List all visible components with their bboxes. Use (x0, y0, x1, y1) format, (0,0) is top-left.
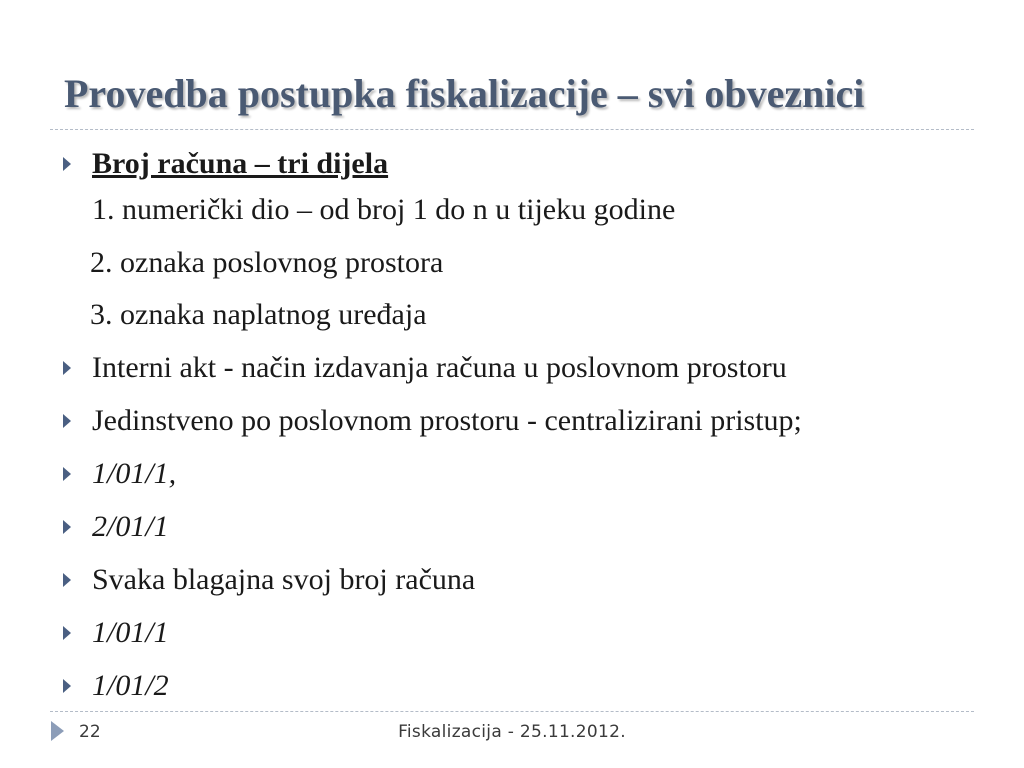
slide-title: Provedba postupka fiskalizacije – svi obveznici (64, 71, 865, 116)
list-item: 3. oznaka naplatnog uređaja (90, 298, 427, 331)
list-item: Jedinstveno po poslovnom prostoru - centralizirani pristup; (92, 404, 802, 437)
list-item: 2. oznaka poslovnog prostora (90, 246, 444, 279)
triangle-bullet-icon (63, 520, 71, 534)
list-item: 1/01/1 (92, 616, 169, 649)
list-item: Broj računa – tri dijela (92, 147, 389, 180)
triangle-bullet-icon (63, 626, 71, 640)
triangle-bullet-icon (63, 414, 71, 428)
triangle-bullet-icon (63, 361, 71, 375)
triangle-bullet-icon (63, 467, 71, 481)
list-item: 1/01/2 (92, 669, 169, 702)
page-number: 22 (79, 722, 101, 742)
triangle-bullet-icon (63, 573, 71, 587)
footer-divider (50, 711, 974, 712)
list-item: 1. numerički dio – od broj 1 do n u tijeku godine (92, 193, 676, 226)
list-item: 2/01/1 (92, 510, 169, 543)
list-item: Svaka blagajna svoj broj računa (92, 563, 476, 596)
triangle-bullet-icon (63, 679, 71, 693)
list-item: 1/01/1, (92, 457, 177, 490)
list-item: Interni akt - način izdavanja računa u poslovnom prostoru (92, 351, 787, 384)
triangle-bullet-icon (63, 157, 71, 171)
footer-text: Fiskalizacija - 25.11.2012. (398, 722, 626, 742)
